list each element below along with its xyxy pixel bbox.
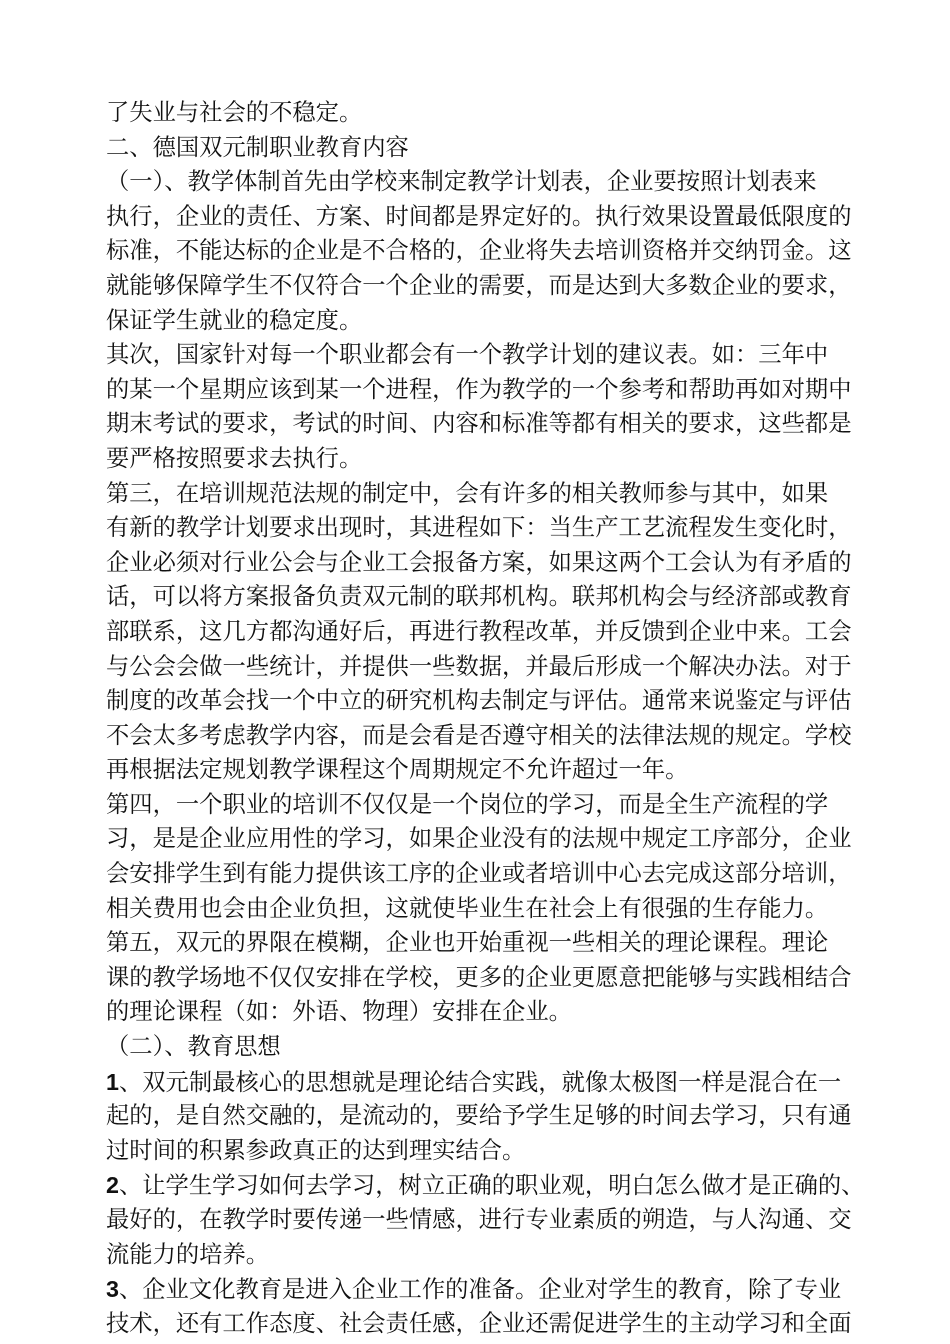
text-line: 部联系，这几方都沟通好后，再进行教程改革，并反馈到企业中来。工会	[106, 617, 852, 645]
text-line: 第四，一个职业的培训不仅仅是一个岗位的学习，而是全生产流程的学	[106, 790, 829, 818]
text-line: 习，是是企业应用性的学习，如果企业没有的法规中规定工序部分，企业	[106, 825, 852, 853]
text-line: 其次，国家针对每一个职业都会有一个教学计划的建议表。如：三年中	[106, 341, 829, 369]
section-heading: 二、德国双元制职业教育内容	[106, 133, 409, 161]
item-number: 3	[106, 1276, 119, 1303]
text-line: 第五，双元的界限在模糊，企业也开始重视一些相关的理论课程。理论	[106, 929, 829, 957]
item-number: 2	[106, 1172, 119, 1199]
numbered-item-line	[106, 1272, 866, 1307]
text-line: 了失业与社会的不稳定。	[106, 99, 363, 126]
text-line: 制度的改革会找一个中立的研究机构去制定与评估。通常来说鉴定与评估	[106, 687, 852, 715]
item-text: 、让学生学习如何去学习，树立正确的职业观，明白怎么做才是正确的、	[118, 1172, 865, 1200]
numbered-item-line	[106, 1168, 866, 1203]
text-line: 与公会会做一些统计，并提供一些数据，并最后形成一个解决办法。对于	[106, 652, 852, 680]
item-number: 1	[106, 1068, 119, 1095]
text-line: 话，可以将方案报备负责双元制的联邦机构。联邦机构会与经济部或教育	[106, 583, 852, 611]
text-line: 要严格按照要求去执行。	[106, 444, 363, 472]
text-line: （一）、教学体制首先由学校来制定教学计划表，企业要按照计划表来	[106, 168, 817, 196]
text-line: 的某一个星期应该到某一个进程，作为教学的一个参考和帮助再如对期中	[106, 375, 852, 403]
text-line: 课的教学场地不仅仅安排在学校，更多的企业更愿意把能够与实践相结合	[106, 963, 852, 991]
text-line: 会安排学生到有能力提供该工序的企业或者培训中心去完成这部分培训，	[106, 860, 852, 888]
text-line: 最好的，在教学时要传递一些情感，进行专业素质的朔造，与人沟通、交	[106, 1206, 852, 1233]
text-line: 标准，不能达标的企业是不合格的，企业将失去培训资格并交纳罚金。这	[106, 237, 852, 265]
text-line: 的理论课程（如：外语、物理）安排在企业。	[106, 998, 572, 1026]
subsection-heading: （二）、教育思想	[106, 1033, 281, 1061]
text-line: 流能力的培养。	[106, 1240, 270, 1268]
text-line: 起的，是自然交融的，是流动的，要给予学生足够的时间去学习，只有通	[106, 1102, 852, 1130]
text-line: 技术，还有工作态度、社会责任感，企业还需促进学生的主动学习和全面	[106, 1309, 852, 1337]
text-line: 就能够保障学生不仅符合一个企业的需要，而是达到大多数企业的要求，	[106, 271, 852, 299]
document-page	[106, 96, 866, 1341]
text-line: 过时间的积累参政真正的达到理实结合。	[106, 1136, 526, 1164]
item-text: 、企业文化教育是进入企业工作的准备。企业对学生的教育，除了专业	[118, 1276, 842, 1304]
text-line: 再根据法定规划教学课程这个周期规定不允许超过一年。	[106, 756, 689, 784]
text-line: 保证学生就业的稳定度。	[106, 306, 363, 334]
text-line: 期末考试的要求，考试的时间、内容和标准等都有相关的要求，这些都是	[106, 410, 852, 438]
text-line: 第三，在培训规范法规的制定中，会有许多的相关教师参与其中，如果	[106, 479, 829, 507]
text-line: 有新的教学计划要求出现时，其进程如下：当生产工艺流程发生变化时，	[106, 514, 852, 542]
text-line: 企业必须对行业公会与企业工会报备方案，如果这两个工会认为有矛盾的	[106, 548, 852, 576]
numbered-item-line	[106, 1065, 866, 1100]
item-text: 、双元制最核心的思想就是理论结合实践，就像太极图一样是混合在一	[118, 1068, 842, 1096]
text-line: 执行，企业的责任、方案、时间都是界定好的。执行效果设置最低限度的	[106, 202, 852, 230]
text-line: 相关费用也会由企业负担，这就使毕业生在社会上有很强的生存能力。	[106, 894, 829, 922]
text-line: 不会太多考虑教学内容，而是会看是否遵守相关的法律法规的规定。学校	[106, 721, 852, 749]
